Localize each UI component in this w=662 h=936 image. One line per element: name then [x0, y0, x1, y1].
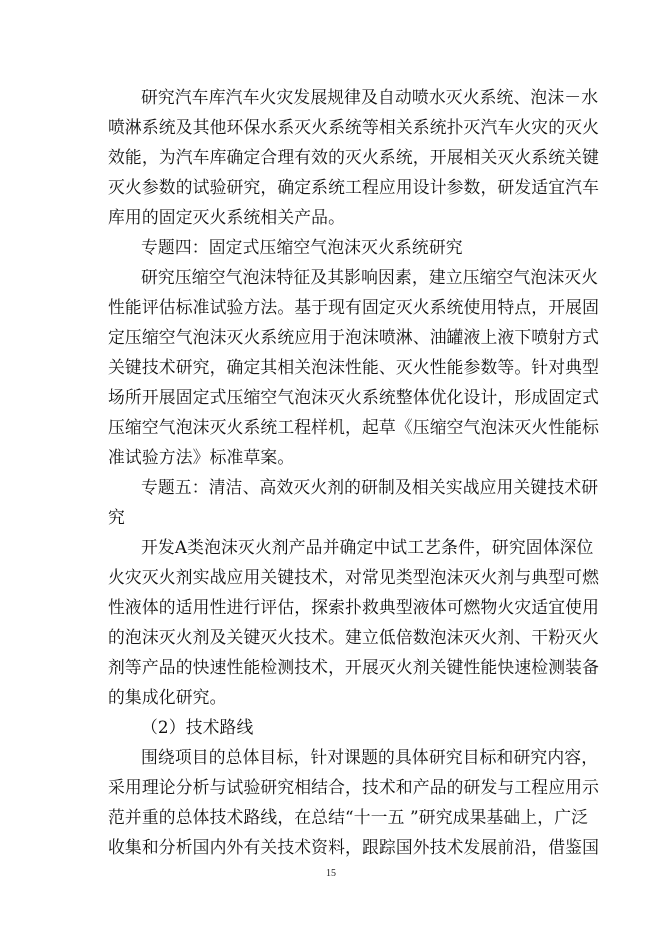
text-line: 准试验方法》标准草案。	[108, 447, 295, 467]
text-line: 喷淋系统及其他环保水系灭火系统等相关系统扑灭汽车火灾的灭火	[108, 117, 600, 137]
heading-technical-route	[108, 712, 560, 742]
text-line: 专题五：清洁、高效灭火剂的研制及相关实战应用关键技术研	[141, 477, 599, 497]
paragraph-technical-route	[108, 742, 600, 862]
text-line: 围绕项目的总体目标，针对课题的具体研究目标和研究内容，	[141, 747, 599, 767]
paragraph-parking-garage-research	[108, 82, 600, 232]
text-line: 库用的固定灭火系统相关产品。	[108, 207, 346, 227]
text-line: 效能，为汽车库确定合理有效的灭火系统，开展相关灭火系统关键	[108, 147, 600, 167]
page-number: 15	[326, 868, 336, 879]
text-line: 收集和分析国内外有关技术资料，跟踪国外技术发展前沿，借鉴国	[108, 837, 600, 857]
heading-topic-five	[108, 472, 599, 532]
text-line: 火灾灭火剂实战应用关键技术，对常见类型泡沫灭火剂与典型可燃	[108, 567, 600, 587]
text-line: 究	[108, 507, 125, 527]
text-line: 压缩空气泡沫灭火系统工程样机，起草《压缩空气泡沫灭火性能标	[108, 417, 600, 437]
heading-topic-four	[108, 232, 560, 262]
text-line: 定压缩空气泡沫灭火系统应用于泡沫喷淋、油罐液上液下喷射方式	[108, 327, 600, 347]
text-line: 场所开展固定式压缩空气泡沫灭火系统整体优化设计，形成固定式	[108, 387, 600, 407]
text-line: 研究压缩空气泡沫特征及其影响因素，建立压缩空气泡沫灭火	[141, 267, 599, 287]
text-line: 的集成化研究。	[108, 687, 227, 707]
text-line: 范并重的总体技术路线，在总结“十一五 ”研究成果基础上，广泛	[108, 807, 589, 827]
document-body	[108, 82, 600, 862]
text-line: 灭火参数的试验研究，确定系统工程应用设计参数，研发适宜汽车	[108, 177, 600, 197]
text-line: 采用理论分析与试验研究相结合，技术和产品的研发与工程应用示	[108, 777, 600, 797]
text-line: 开发A类泡沫灭火剂产品并确定中试工艺条件，研究固体深位	[141, 537, 594, 557]
text-line: 的泡沫灭火剂及关键灭火技术。建立低倍数泡沫灭火剂、干粉灭火	[108, 627, 600, 647]
paragraph-compressed-air-foam	[108, 262, 600, 472]
text-line: （2）技术路线	[141, 717, 254, 737]
text-line: 性能评估标准试验方法。基于现有固定灭火系统使用特点，开展固	[108, 297, 600, 317]
text-line: 专题四：固定式压缩空气泡沫灭火系统研究	[141, 237, 463, 257]
text-line: 性液体的适用性进行评估，探索扑救典型液体可燃物火灾适宜使用	[108, 597, 600, 617]
text-line: 剂等产品的快速性能检测技术，开展灭火剂关键性能快速检测装备	[108, 657, 600, 677]
text-line: 研究汽车库汽车火灾发展规律及自动喷水灭火系统、泡沫－水	[141, 87, 599, 107]
text-line: 关键技术研究，确定其相关泡沫性能、灭火性能参数等。针对典型	[108, 357, 600, 377]
paragraph-extinguishing-agents	[108, 532, 600, 712]
